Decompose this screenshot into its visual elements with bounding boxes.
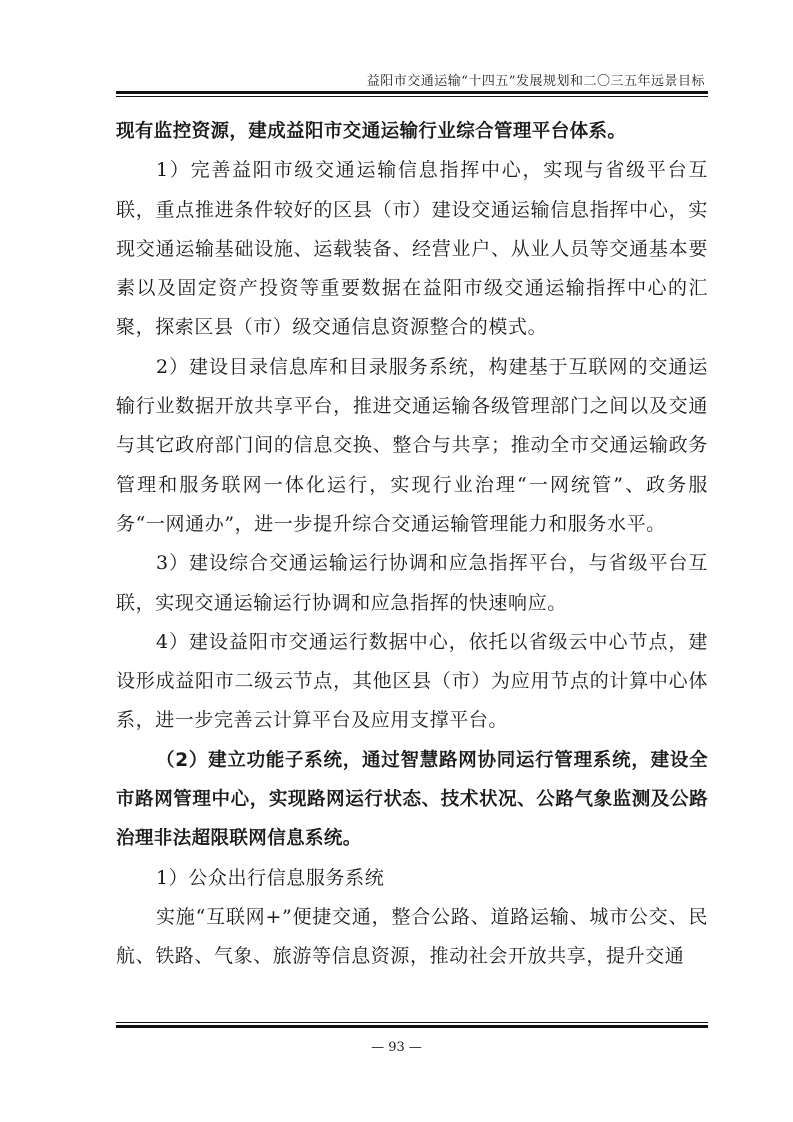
footer-rule-thick xyxy=(116,1025,708,1028)
page-number: — 93 — xyxy=(371,1040,422,1055)
subheading-public-travel: 1）公众出行信息服务系统 xyxy=(156,866,385,889)
paragraph-item-3: 3）建设综合交通运输运行协调和应急指挥平台，与省级平台互联，实现交通运输运行协调和应急指挥的快速响应。 xyxy=(116,552,708,614)
document-body xyxy=(116,112,708,977)
header-rule-thick xyxy=(116,91,708,94)
section-heading-2: （2）建立功能子系统，通过智慧路网协同运行管理系统，建设全市路网管理中心，实现路网运行状态、技术状况、公路气象监测及公路治理非法超限联网信息系统。 xyxy=(116,749,708,850)
paragraph-item-4: 4）建设益阳市交通运行数据中心，依托以省级云中心节点，建设形成益阳市二级云节点，其他区县（市）为应用节点的计算中心体系，进一步完善云计算平台及应用支撑平台。 xyxy=(116,630,708,732)
paragraph-internet-plus: 实施“互联网+”便捷交通，整合公路、道路运输、城市公交、民航、铁路、气象、旅游等信息资源，推动社会开放共享，提升交通 xyxy=(116,905,708,968)
running-header: 益阳市交通运输“十四五”发展规划和二〇三五年远景目标 xyxy=(366,74,705,89)
paragraph-continuation-heading: 现有监控资源，建成益阳市交通运输行业综合管理平台体系。 xyxy=(116,121,627,142)
footer-rule-thin xyxy=(116,1022,708,1023)
header-rule-thin xyxy=(116,96,708,97)
paragraph-item-1: 1）完善益阳市级交通运输信息指挥中心，实现与省级平台互联，重点推进条件较好的区县（市）建设交通运输信息指挥中心，实现交通运输基础设施、运载装备、经营业户、从业人员等交通基本要素以及固定资产投资等重要数据在益阳市级交通运输指挥中心的汇聚，探索区县（市）级交通信息资源整合的模式。 xyxy=(116,159,708,339)
paragraph-item-2: 2）建设目录信息库和目录服务系统，构建基于互联网的交通运输行业数据开放共享平台，推进交通运输各级管理部门之间以及交通与其它政府部门间的信息交换、整合与共享；推动全市交通运输政务管理和服务联网一体化运行，实现行业治理“一网统管”、政务服务“一网通办”，进一步提升综合交通运输管理能力和服务水平。 xyxy=(116,355,708,535)
